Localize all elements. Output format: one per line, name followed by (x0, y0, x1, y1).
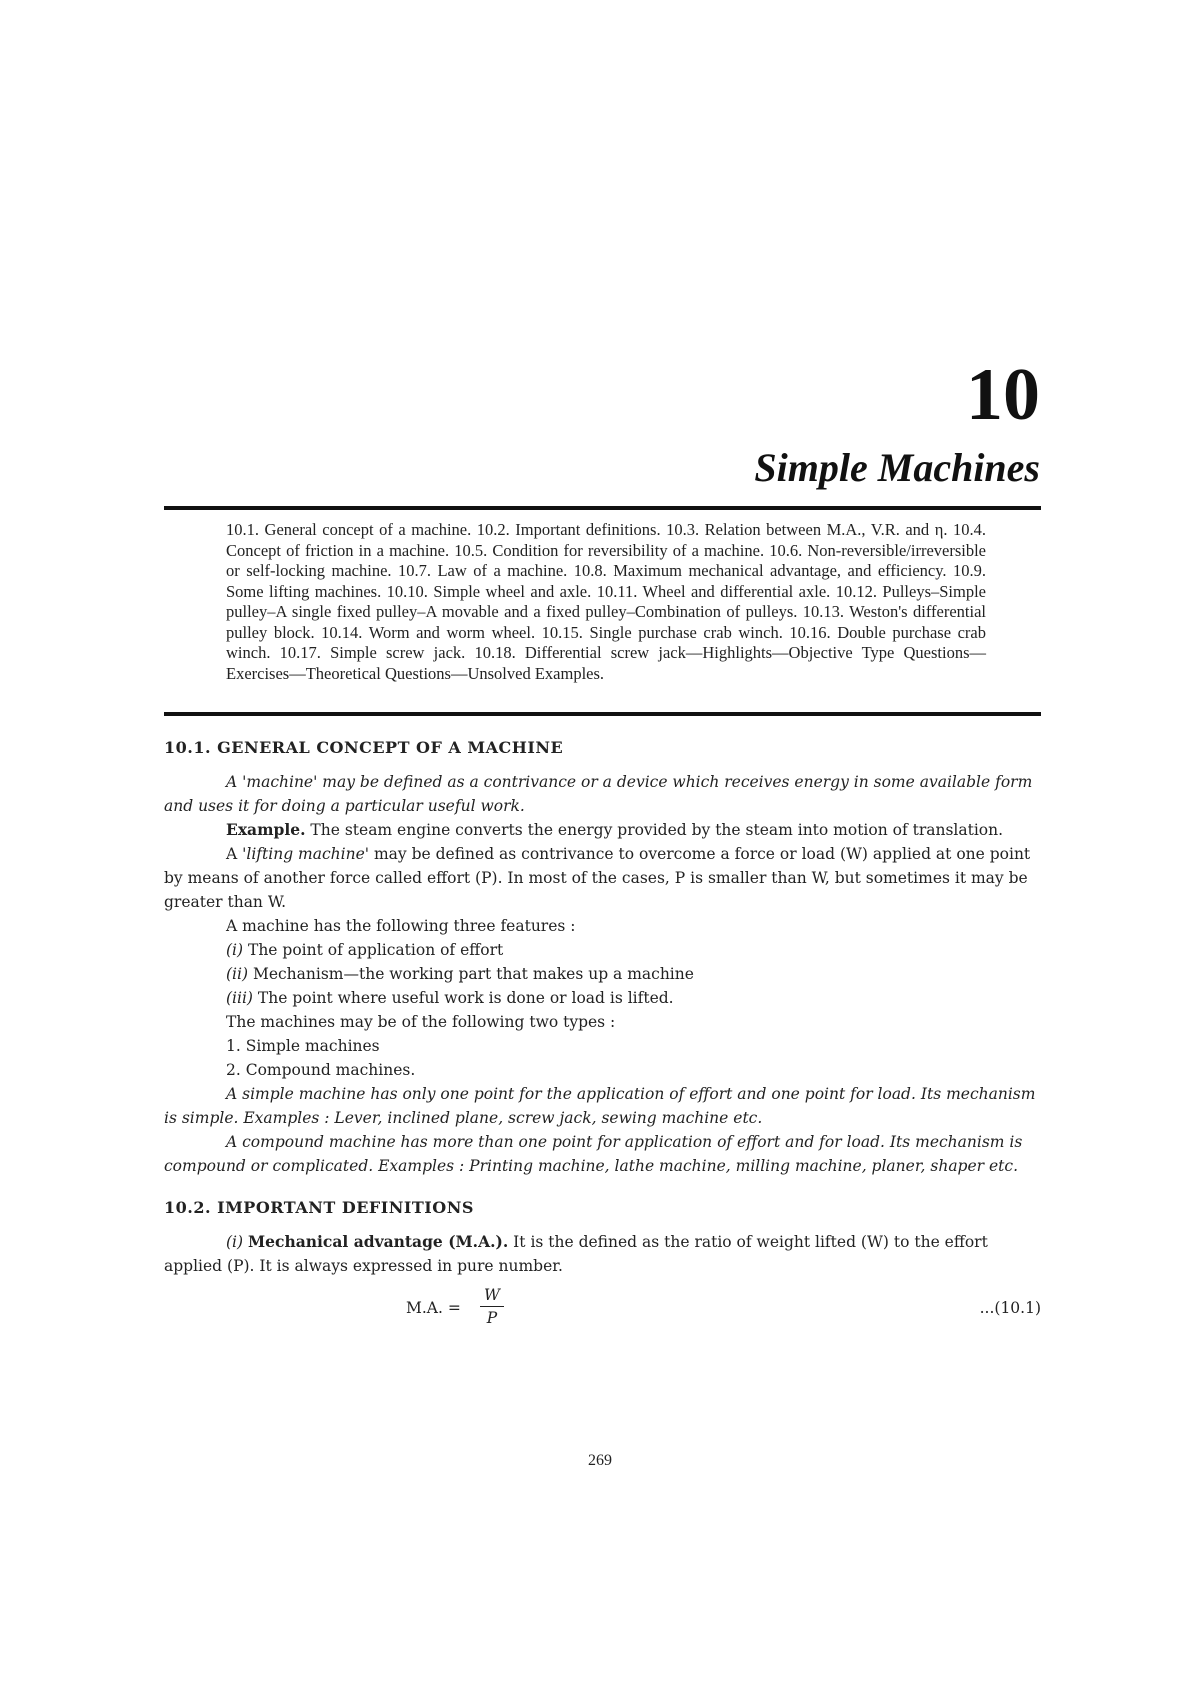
item-text: Mechanism—the working part that makes up a machine (248, 965, 694, 983)
equation-lhs: M.A. = (406, 1299, 461, 1317)
top-rule (164, 506, 1041, 510)
types-intro: The machines may be of the following two types : (226, 1013, 616, 1031)
types-list (164, 1034, 1041, 1082)
term-text: It is the defined as the ratio of weight lifted (W) to the effort applied (P). It is always expressed in pure number. (164, 1233, 988, 1275)
chapter-number: 10 (966, 354, 1040, 436)
equation (164, 1284, 1041, 1332)
example-text: The steam engine converts the energy provided by the steam into motion of translation. (305, 821, 1004, 839)
list-item (226, 962, 1041, 986)
bottom-rule (164, 712, 1041, 716)
item-text: The point of application of effort (243, 941, 504, 959)
chapter-title: Simple Machines (754, 445, 1040, 490)
section-heading: 10.2. IMPORTANT DEFINITIONS (164, 1198, 474, 1217)
simple-machine-definition: A simple machine has only one point for the application of effort and one point for load. Its mechanism is simple. Examples : Lever, inclined plane, screw jack, sewing machine etc. (164, 1085, 1036, 1127)
example-paragraph (164, 818, 1041, 842)
lifting-text-start: A (226, 845, 243, 863)
fraction (480, 1284, 504, 1329)
page-number: 269 (588, 1452, 612, 1469)
list-item: 2. Compound machines. (226, 1061, 416, 1079)
mechanical-advantage-paragraph (164, 1230, 1041, 1278)
lifting-term: 'lifting machine' (242, 845, 370, 863)
equation-number: ...(10.1) (979, 1299, 1041, 1317)
list-item: 1. Simple machines (226, 1037, 380, 1055)
item-number: (iii) (226, 989, 253, 1007)
compound-machine-definition: A compound machine has more than one point for application of effort and for load. Its mechanism is compound or complicated. Examples : Printing machine, lathe machine, milling machine, planer, shaper etc. (164, 1133, 1023, 1175)
features-list (164, 938, 1041, 1010)
lifting-text-rest: may be defined as contrivance to overcome a force or load (W) applied at one point by means of another force called effort (P). In most of the cases, P is smaller than W, but sometimes it may be greater than W. (164, 845, 1031, 911)
chapter-contents: 10.1. General concept of a machine. 10.2. Important definitions. 10.3. Relation between M.A., V.R. and η. 10.4. Concept of friction in a machine. 10.5. Condition for reversibility of a machine. 10.6. Non-reversible/irreversible or self-locking machine. 10.7. Law of a machine. 10.8. Maximum mechanical advantage, and efficiency. 10.9. Some lifting machines. 10.10. Simple wheel and axle. 10.11. Wheel and differential axle. 10.12. Pulleys–Simple pulley–A single fixed pulley–A movable and a fixed pulley–Combination of pulleys. 10.13. Weston's differential pulley block. 10.14. Worm and worm wheel. 10.15. Single purchase crab winch. 10.16. Double purchase crab winch. 10.17. Simple screw jack. 10.18. Differential screw jack—Highlights—Objective Type Questions—Exercises—Theoretical Questions—Unsolved Examples. (226, 520, 986, 683)
section-heading: 10.1. GENERAL CONCEPT OF A MACHINE (164, 738, 564, 757)
fraction-numerator: W (484, 1286, 500, 1304)
fraction-denominator: P (480, 1306, 504, 1329)
list-item (226, 938, 1041, 962)
lifting-machine-paragraph (164, 842, 1041, 914)
example-label: Example. (226, 820, 306, 839)
features-intro: A machine has the following three features : (226, 917, 576, 935)
main-content (164, 736, 1041, 1332)
machine-definition: A 'machine' may be defined as a contrivance or a device which receives energy in some available form and uses it for doing a particular useful work. (164, 773, 1033, 815)
item-number: (i) (226, 1233, 244, 1251)
item-number: (ii) (226, 965, 249, 983)
item-number: (i) (226, 941, 244, 959)
list-item (226, 986, 1041, 1010)
item-text: The point where useful work is done or load is lifted. (252, 989, 674, 1007)
term-label: Mechanical advantage (M.A.). (248, 1232, 509, 1251)
